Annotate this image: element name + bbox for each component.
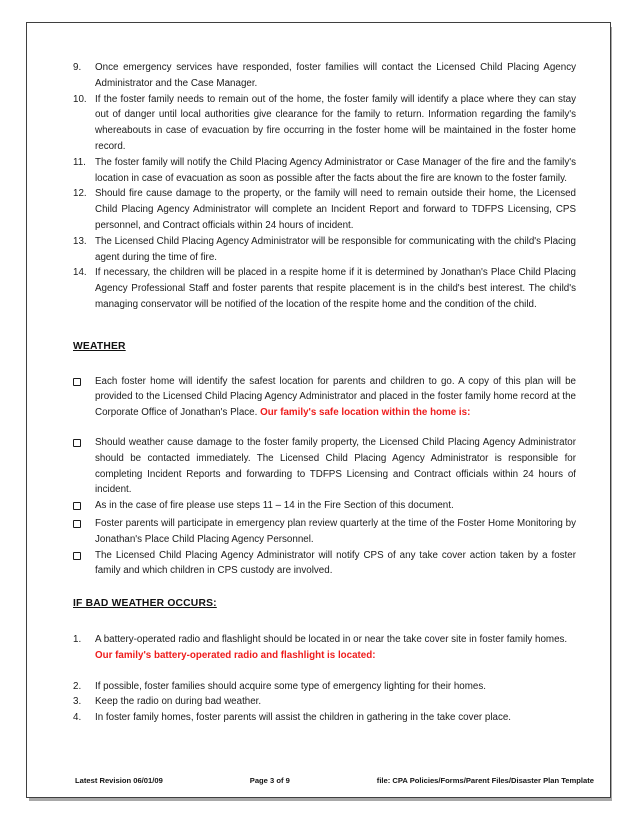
bullet-text: Should weather cause damage to the foster family property, the Licensed Child Placing Agency Administrator should be contacted immediately. The Licensed Child Placing Agency Administrator is responsible for completing Incident Reports and forwarding to TDFPS Licensing and Contract officials within 24 hours of incident. xyxy=(95,436,576,496)
red-fill-in-prompt: Our family's battery-operated radio and flashlight is located: xyxy=(95,649,376,661)
weather-bullet-5 xyxy=(73,548,576,580)
bullet-text: Foster parents will participate in emergency plan review quarterly at the time of the Foster Home Monitoring by Jonathan's Place Child Placing Agency Personnel. xyxy=(95,517,576,545)
list-text: The Licensed Child Placing Agency Administrator will be responsible for communicating with the child's Placing agent during the time of fire. xyxy=(95,235,576,263)
list-number: 4. xyxy=(73,712,82,724)
fire-list-item-10 xyxy=(73,92,576,155)
list-text: Should fire cause damage to the property, or the family will need to remain outside their home, the Licensed Child Placing Agency Administrator will complete an Incident Report and forward to TDFPS Licensing, CPS personnel, and Contract officials within 24 hours of incident. xyxy=(95,188,576,231)
fire-list-item-12 xyxy=(73,186,576,233)
footer-file-path: file: CPA Policies/Forms/Parent Files/Disaster Plan Template xyxy=(376,776,594,785)
list-text: If the foster family needs to remain out of the home, the foster family will identify a place where they can stay out of danger until local authorities give clearance for the family to return. Information regarding the family's whereabouts in case of evacuation by fire occurring in the foster home will be maintained in the foster home record. xyxy=(95,93,576,152)
weather-bullet-4 xyxy=(73,516,576,548)
list-number: 10. xyxy=(73,93,87,105)
weather-bullet-1 xyxy=(73,374,576,421)
footer-page-number: Page 3 of 9 xyxy=(249,776,290,785)
page-footer xyxy=(27,776,610,785)
bad-weather-item-3 xyxy=(73,694,576,710)
bad-weather-item-2 xyxy=(73,679,576,695)
checkbox-bullet-icon xyxy=(73,435,95,453)
checkbox-bullet-icon xyxy=(73,374,95,392)
fire-list-item-13 xyxy=(73,234,576,266)
list-number: 11. xyxy=(73,156,86,168)
list-text: A battery-operated radio and flashlight should be located in or near the take cover site in foster family homes. Our family's battery-operated radio and flashlight is located: xyxy=(95,632,576,664)
bullet-text: Each foster home will identify the safest location for parents and children to go. A copy of this plan will be provided to the Licensed Child Placing Agency Administrator and placed in the foster family home record at the Corporate Office of Jonathan's Place. Our family's safe location within the home is: xyxy=(95,375,576,419)
list-number: 14. xyxy=(73,267,87,279)
weather-bullet-3 xyxy=(73,498,576,516)
list-number: 2. xyxy=(73,680,82,692)
list-text: In foster family homes, foster parents will assist the children in gathering in the take cover place. xyxy=(95,712,512,724)
list-text: If necessary, the children will be placed in a respite home if it is determined by Jonathan's Place Child Placing Agency Professional Staff and foster parents that respite placement is in the child's best interest. The child's managing conservator will be notified of the location of the respite home and the condition of the child. xyxy=(95,267,576,310)
bad-weather-item-4 xyxy=(73,710,576,726)
fire-list-item-11 xyxy=(73,155,576,187)
bad-weather-section-heading: IF BAD WEATHER OCCURS: xyxy=(73,598,217,610)
bullet-text: The Licensed Child Placing Agency Administrator will notify CPS of any take cover action taken by a foster family and which children in CPS custody are involved. xyxy=(95,549,576,577)
list-text: The foster family will notify the Child Placing Agency Administrator or Case Manager of the fire and the family's location in case of evacuation as soon as possible after the facts about the fire are known to the foster family. xyxy=(95,156,576,184)
page-content xyxy=(27,23,610,726)
weather-bullet-2 xyxy=(73,435,576,498)
bad-weather-item-1 xyxy=(73,632,576,664)
list-number: 3. xyxy=(73,696,82,708)
list-number: 1. xyxy=(73,633,82,645)
list-text: Once emergency services have responded, foster families will contact the Licensed Child Placing Agency Administrator and the Case Manager. xyxy=(95,62,576,89)
list-number: 12. xyxy=(73,188,87,200)
list-number: 9. xyxy=(73,62,82,73)
list-number: 13. xyxy=(73,235,87,247)
document-page xyxy=(26,22,611,798)
checkbox-bullet-icon xyxy=(73,548,95,566)
bullet-text: As in the case of fire please use steps 11 – 14 in the Fire Section of this document. xyxy=(95,500,454,512)
fire-list-item-14 xyxy=(73,265,576,312)
checkbox-bullet-icon xyxy=(73,516,95,534)
list-text: Keep the radio on during bad weather. xyxy=(95,696,262,708)
weather-section-heading: WEATHER xyxy=(73,340,126,352)
list-text: If possible, foster families should acquire some type of emergency lighting for their homes. xyxy=(95,680,486,692)
fire-list-item-9 xyxy=(73,60,576,92)
footer-revision: Latest Revision 06/01/09 xyxy=(75,776,163,785)
checkbox-bullet-icon xyxy=(73,498,95,516)
red-fill-in-prompt: Our family's safe location within the home is: xyxy=(260,407,471,419)
